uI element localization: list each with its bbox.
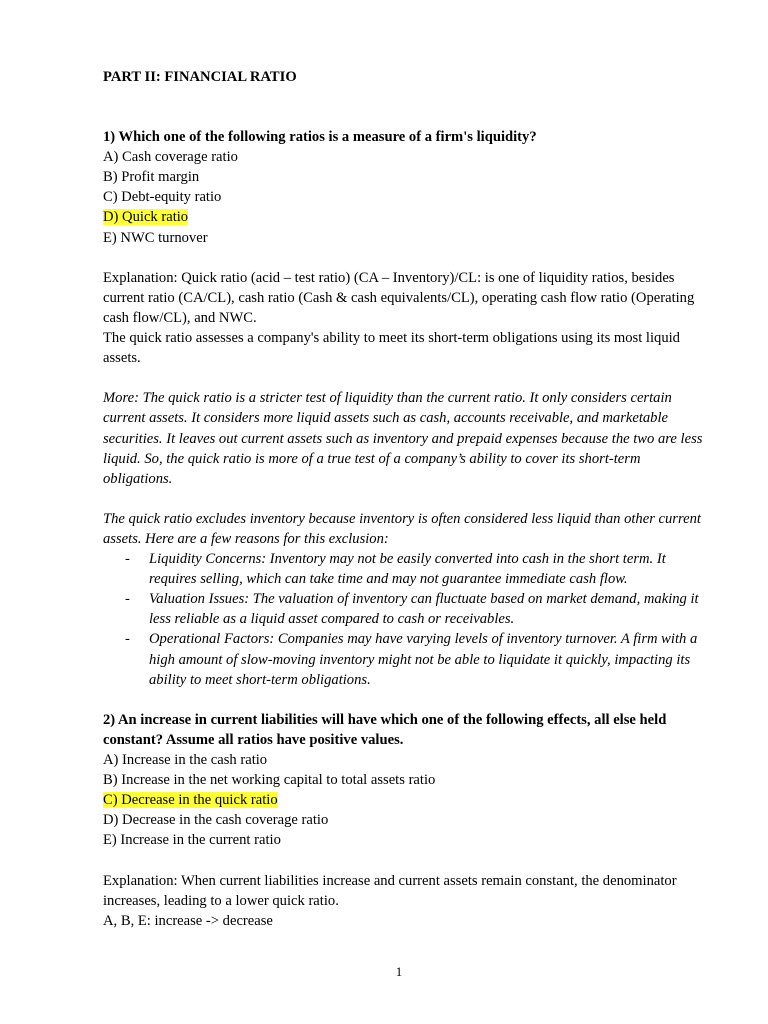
question-2: 2) An increase in current liabilities will have which one of the following effects, all else held constant? Assume all ratios have positive values. [103, 711, 667, 748]
bullet-dash: - [125, 591, 130, 608]
list-item: - Valuation Issues: The valuation of inventory can fluctuate based on market demand, making it less reliable as a liquid asset compared to cash or receivables. [125, 591, 699, 628]
q1-option-d-answer [103, 207, 703, 227]
answer-highlight: D) Quick ratio [103, 209, 189, 226]
q1-explanation: Explanation: Quick ratio (acid – test ratio) (CA – Inventory)/CL: is one of liquidity ratios, besides current ratio (CA/CL), cash ratio (Cash & cash equivalents/CL), operating cash flow ratio (Operating cash flow/CL), and NWC. [103, 269, 695, 326]
q2-option-e: E) Increase in the current ratio [103, 832, 281, 849]
q1-explanation-2: The quick ratio assesses a company's ability to meet its short-term obligations using its most liquid assets. [103, 330, 680, 367]
bullet-dash: - [125, 551, 130, 568]
page-number: 1 [395, 964, 403, 979]
page-heading: PART II: FINANCIAL RATIO [103, 69, 297, 85]
question-1: 1) Which one of the following ratios is a measure of a firm's liquidity? [103, 129, 537, 146]
q2-option-d: D) Decrease in the cash coverage ratio [103, 812, 329, 829]
document-page [103, 67, 703, 931]
reasons-list [103, 549, 703, 690]
q2-option-b: B) Increase in the net working capital to total assets ratio [103, 772, 436, 789]
q1-option-c: C) Debt-equity ratio [103, 189, 222, 206]
list-item: - Liquidity Concerns: Inventory may not be easily converted into cash in the short term. It requires selling, which can take time and may not guarantee immediate cash flow. [125, 551, 666, 588]
q1-excludes-intro: The quick ratio excludes inventory because inventory is often considered less liquid than other current assets. Here are a few reasons for this exclusion: [103, 510, 701, 547]
list-item: - Operational Factors: Companies may have varying levels of inventory turnover. A firm with a high amount of slow-moving inventory might not be able to liquidate it quickly, impacting its ability to meet short-term obligations. [125, 631, 698, 688]
q2-explanation-2: A, B, E: increase -> decrease [103, 912, 273, 929]
bullet-dash: - [125, 631, 130, 648]
q1-option-a: A) Cash coverage ratio [103, 149, 238, 166]
q2-explanation: Explanation: When current liabilities increase and current assets remain constant, the denominator increases, leading to a lower quick ratio. [103, 872, 677, 909]
q1-more: More: The quick ratio is a stricter test of liquidity than the current ratio. It only considers certain current assets. It considers more liquid assets such as cash, accounts receivable, and marketable securities. It leaves out current assets such as inventory and prepaid expenses because the two are less liquid. So, the quick ratio is more of a true test of a company’s ability to cover its short-term obligations. [103, 390, 703, 487]
q2-option-a: A) Increase in the cash ratio [103, 752, 268, 768]
q1-option-b: B) Profit margin [103, 169, 200, 186]
answer-highlight: C) Decrease in the quick ratio [103, 792, 278, 809]
q2-option-c-answer [103, 790, 703, 810]
q1-option-e: E) NWC turnover [103, 229, 208, 246]
